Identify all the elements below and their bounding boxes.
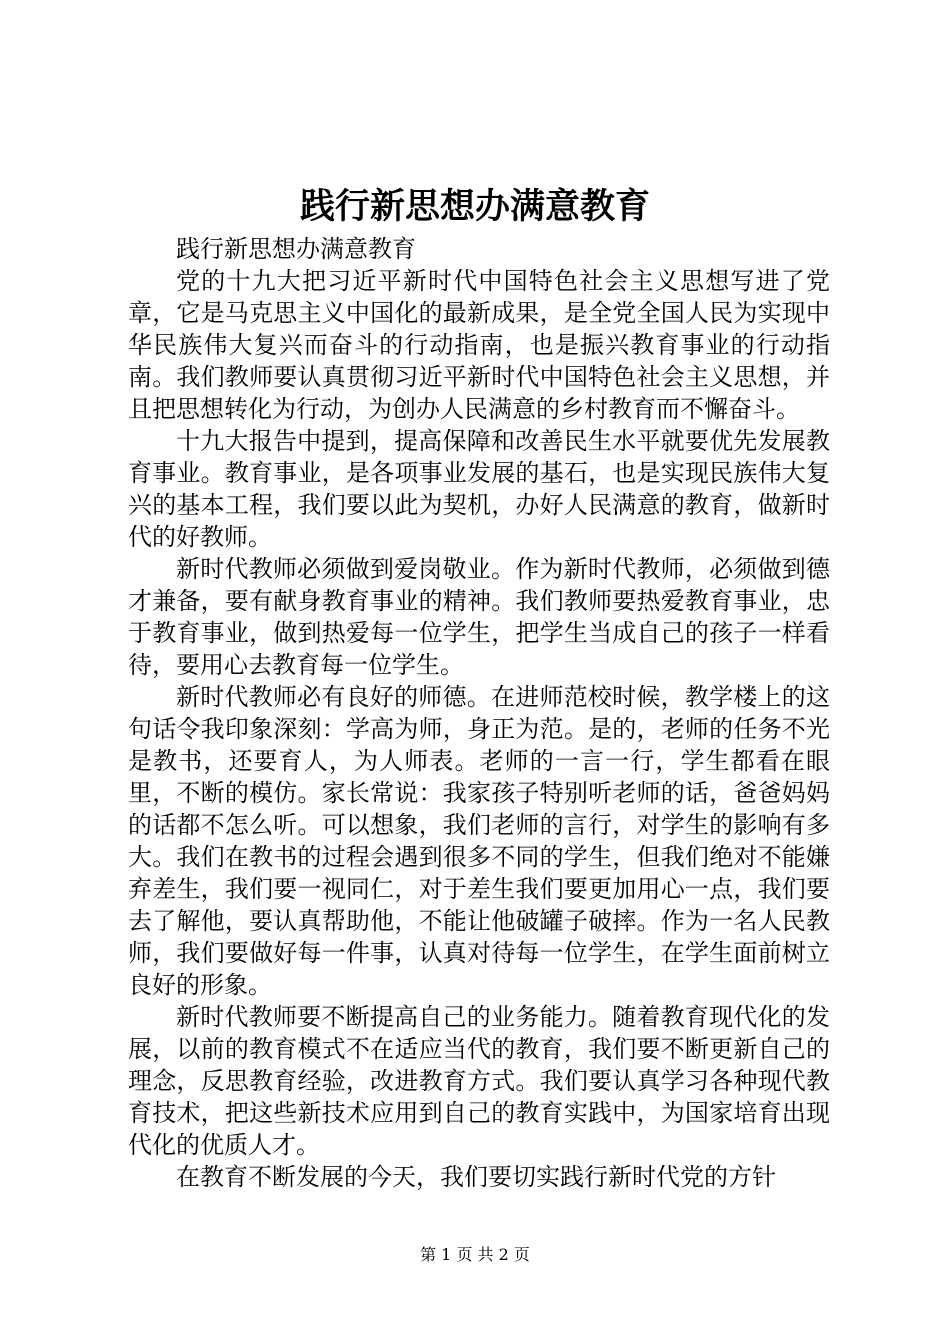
paragraph: 新时代教师必有良好的师德。在进师范校时候，教学楼上的这句话令我印象深刻：学高为师，身正为范。是的，老师的任务不光是教书，还要育人，为人师表。老师的一言一行，学生都看在眼里，不断的模仿。家长常说：我家孩子特别听老师的话，爸爸妈妈的话都不怎么听。可以想象，我们老师的言行，对学生的影响有多大。我们在教书的过程会遇到很多不同的学生，但我们绝对不能嫌弃差生，我们要一视同仁，对于差生我们要更加用心一点，我们要去了解他，要认真帮助他，不能让他破罐子破摔。作为一名人民教师，我们要做好每一件事，认真对待每一位学生，在学生面前树立良好的形象。: [128, 683, 830, 999]
paragraph: 党的十九大把习近平新时代中国特色社会主义思想写进了党章，它是马克思主义中国化的最新成果，是全党全国人民为实现中华民族伟大复兴而奋斗的行动指南，也是振兴教育事业的行动指南。我们教师要认真贯彻习近平新时代中国特色社会主义思想，并且把思想转化为行动，为创办人民满意的乡村教育而不懈奋斗。: [128, 267, 830, 423]
page-title: 践行新思想办满意教育: [299, 186, 650, 227]
paragraph: 新时代教师要不断提高自己的业务能力。随着教育现代化的发展，以前的教育模式不在适应当代的教育，我们要不断更新自己的理念，反思教育经验，改进教育方式。我们要认真学习各种现代教育技术，把这些新技术应用到自己的教育实践中，为国家培育出现代化的优质人才。: [128, 1003, 830, 1159]
paragraph: 十九大报告中提到，提高保障和改善民生水平就要优先发展教育事业。教育事业，是各项事业发展的基石，也是实现民族伟大复兴的基本工程，我们要以此为契机，办好人民满意的教育，做新时代的好教师。: [128, 427, 830, 551]
document-body: [128, 233, 830, 1193]
paragraph: 在教育不断发展的今天，我们要切实践行新时代党的方针: [176, 1163, 776, 1191]
page-number-footer: 第 1 页 共 2 页: [420, 1245, 530, 1264]
paragraph-subtitle: 践行新思想办满意教育: [176, 235, 416, 263]
paragraph: 新时代教师必须做到爱岗敬业。作为新时代教师，必须做到德才兼备，要有献身教育事业的精神。我们教师要热爱教育事业，忠于教育事业，做到热爱每一位学生，把学生当成自己的孩子一样看待，要用心去教育每一位学生。: [128, 555, 830, 679]
